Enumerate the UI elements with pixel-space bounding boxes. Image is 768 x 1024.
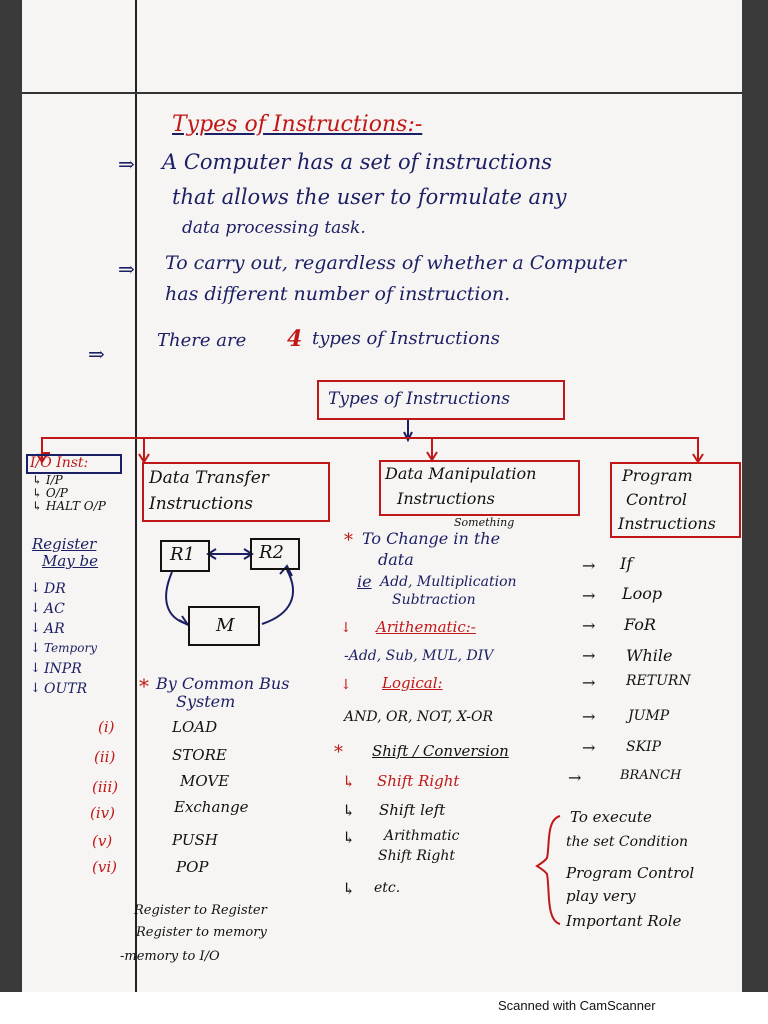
shift-hook-3: ↳ — [342, 828, 356, 847]
register-bullet-4: ↓ — [30, 641, 41, 656]
bullet-1-line-3: data processing task. — [182, 218, 366, 238]
memory-label: M — [216, 615, 235, 636]
io-item-3: ↳ HALT O/P — [32, 499, 106, 513]
extra-reg-mem: Register to memory — [136, 925, 267, 940]
control-item-branch: BRANCH — [620, 768, 682, 783]
bullet-3-number: 4 — [287, 326, 303, 352]
register-item-ac: AC — [44, 601, 65, 617]
bullet-1-line-1: A Computer has a set of instructions — [162, 150, 552, 174]
register-title-2: May be — [42, 552, 99, 570]
something-note: Something — [454, 516, 515, 529]
scanner-watermark: Scanned with CamScanner — [498, 998, 656, 1013]
bus-star: * — [139, 674, 149, 698]
control-item-if: If — [620, 554, 633, 573]
register-item-dr: DR — [44, 581, 66, 597]
bullet-1-line-2: that allows the user to formulate any — [172, 185, 567, 209]
op-store: STORE — [172, 746, 227, 764]
arith-bullet: ↓ — [340, 620, 352, 636]
register-bullet-6: ↓ — [30, 681, 41, 696]
change-star: * — [344, 530, 353, 551]
data-manipulation-label-1: Data Manipulation — [385, 464, 537, 483]
r2-label: R2 — [259, 542, 285, 563]
logical-bullet: ↓ — [340, 677, 352, 693]
shift-op-arith-right: Shift Right — [378, 848, 455, 864]
op-load: LOAD — [172, 718, 218, 736]
register-item-outr: OUTR — [44, 681, 88, 697]
bus-caption-1: By Common Bus — [156, 674, 290, 693]
logical-label: Logical: — [382, 674, 443, 692]
io-item-1: ↳ I/P — [32, 473, 63, 487]
control-note-4: play very — [566, 887, 636, 905]
bullet-2-line-1: To carry out, regardless of whether a Computer — [165, 252, 627, 274]
example-line-2: Subtraction — [392, 592, 476, 608]
arith-label: Arithematic:- — [376, 618, 476, 636]
io-item-2: ↳ O/P — [32, 486, 68, 500]
register-bullet-1: ↓ — [30, 581, 41, 596]
shift-star: * — [334, 742, 343, 763]
logical-ops: AND, OR, NOT, X-OR — [344, 709, 494, 725]
scanner-footer — [0, 992, 768, 1024]
control-item-while: While — [626, 646, 673, 665]
control-note-1: To execute — [570, 808, 652, 826]
example-line-1: Add, Multiplication — [380, 574, 517, 590]
data-transfer-label-2: Instructions — [149, 494, 253, 514]
numeral-2: (ii) — [94, 748, 116, 766]
control-item-return: RETURN — [626, 673, 691, 689]
data-manipulation-label-2: Instructions — [397, 489, 495, 508]
numeral-4: (iv) — [90, 804, 115, 822]
ie-label: ie — [357, 572, 372, 591]
control-arrow-7: → — [582, 738, 596, 757]
register-title-1: Register — [32, 535, 97, 553]
bullet-arrow-1: ⇒ — [118, 152, 135, 176]
shift-hook-2: ↳ — [342, 801, 356, 820]
register-bullet-5: ↓ — [30, 661, 41, 676]
shift-op-arith: Arithmatic — [384, 828, 460, 844]
extra-mem-io: -memory to I/O — [120, 949, 220, 964]
root-label: Types of Instructions — [328, 389, 510, 409]
control-item-loop: Loop — [622, 584, 663, 603]
register-item-tempory: Tempory — [44, 641, 97, 655]
bullet-arrow-2: ⇒ — [118, 257, 135, 281]
control-note-5: Important Role — [566, 912, 682, 930]
shift-op-etc: etc. — [374, 880, 401, 896]
bullet-arrow-3: ⇒ — [88, 342, 105, 366]
control-item-for: FoR — [624, 615, 656, 634]
bus-caption-2: System — [176, 692, 236, 711]
numeral-1: (i) — [98, 718, 115, 736]
program-control-label-2: Control — [626, 490, 688, 509]
control-arrow-2: → — [582, 586, 596, 605]
control-item-skip: SKIP — [626, 739, 661, 755]
register-bullet-3: ↓ — [30, 621, 41, 636]
io-title: I/O Inst: — [30, 455, 89, 471]
shift-op-right: Shift Right — [377, 772, 460, 790]
shift-label: Shift / Conversion — [372, 742, 509, 760]
register-item-inpr: INPR — [44, 661, 82, 677]
numeral-6: (vi) — [92, 858, 117, 876]
control-arrow-6: → — [582, 707, 596, 726]
notebook-page — [22, 0, 742, 992]
op-exchange: Exchange — [174, 798, 249, 816]
control-arrow-1: → — [582, 556, 596, 575]
shift-hook-1: ↳ — [342, 772, 356, 791]
change-line-1: To Change in the — [362, 529, 501, 548]
op-move: MOVE — [180, 772, 230, 790]
register-bullet-2: ↓ — [30, 601, 41, 616]
data-transfer-label-1: Data Transfer — [149, 468, 269, 488]
control-arrow-8: → — [568, 768, 582, 787]
page-title: Types of Instructions:- — [172, 112, 423, 137]
numeral-5: (v) — [92, 832, 113, 850]
bullet-3-pre: There are — [157, 330, 247, 351]
control-arrow-3: → — [582, 616, 596, 635]
arith-ops: -Add, Sub, MUL, DIV — [344, 648, 494, 664]
shift-hook-4: ↳ — [342, 879, 356, 898]
op-push: PUSH — [172, 831, 218, 849]
bullet-2-line-2: has different number of instruction. — [165, 283, 511, 305]
extra-reg-reg: Register to Register — [134, 903, 267, 918]
bullet-3-post: types of Instructions — [312, 328, 500, 349]
program-control-label-3: Instructions — [618, 514, 716, 533]
numeral-3: (iii) — [92, 778, 119, 796]
control-arrow-4: → — [582, 646, 596, 665]
control-item-jump: JUMP — [628, 708, 670, 724]
register-item-ar: AR — [44, 621, 65, 637]
op-pop: POP — [176, 858, 209, 876]
control-note-2: the set Condition — [566, 834, 689, 850]
program-control-label-1: Program — [622, 466, 693, 485]
r1-label: R1 — [170, 544, 196, 565]
control-note-3: Program Control — [566, 864, 695, 882]
change-line-2: data — [378, 550, 414, 569]
control-arrow-5: → — [582, 673, 596, 692]
shift-op-left: Shift left — [379, 801, 446, 819]
